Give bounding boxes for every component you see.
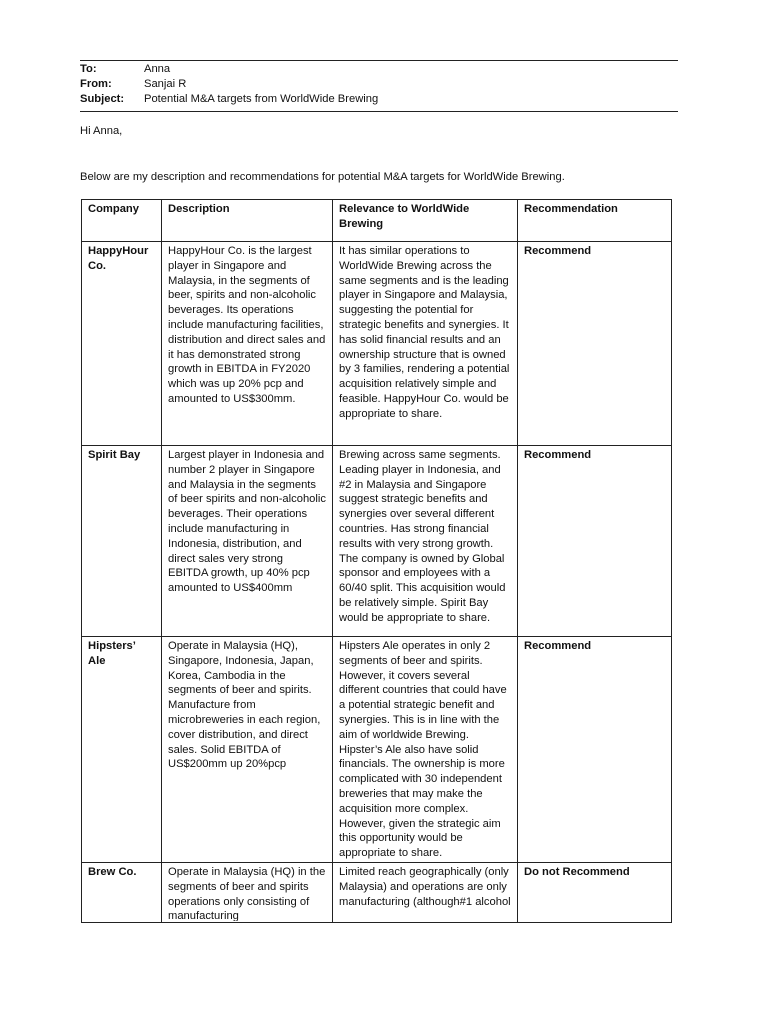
- company-cell: Spirit Bay: [82, 446, 162, 637]
- company-cell: Hipsters’ Ale: [82, 637, 162, 863]
- memo-to-row: [80, 62, 678, 77]
- recommendation-cell: Recommend: [518, 637, 672, 863]
- to-value: Anna: [144, 63, 171, 75]
- targets-table: [81, 199, 672, 923]
- table-row: [82, 242, 672, 446]
- relevance-text: Limited reach geographically (only Malaysia) and operations are only manufacturing (although#1 alcohol: [339, 865, 511, 908]
- memo-header: [80, 60, 678, 112]
- greeting: Hi Anna,: [80, 125, 123, 137]
- table-row: [82, 637, 672, 863]
- recommendation-text: Do not Recommend: [524, 865, 630, 878]
- from-value: Sanjai R: [144, 78, 187, 90]
- header-description: Description: [162, 200, 333, 242]
- description-cell: Operate in Malaysia (HQ), Singapore, Indonesia, Japan, Korea, Cambodia in the segments of beer and spirits. Manufacture from microbreweries in each region, cover distribution, and direct sales. Solid EBITDA of US$200mm up 20%pcp: [162, 637, 333, 863]
- relevance-cell: [333, 862, 518, 922]
- memo-subject-row: [80, 92, 678, 107]
- recommendation-cell: Recommend: [518, 242, 672, 446]
- subject-label: Subject:: [80, 93, 125, 105]
- header-relevance: Relevance to WorldWide Brewing: [333, 200, 518, 242]
- company-text: Brew Co.: [88, 865, 137, 878]
- table-row: [82, 862, 672, 922]
- description-cell: HappyHour Co. is the largest player in Singapore and Malaysia, in the segments of beer, spirits and non-alcoholic beverages. Its operations include manufacturing facilities, distribution and direct sales and it has demonstrated strong growth in EBITDA in FY2020 which was up 20% pcp and amounted to US$300mm.: [162, 242, 333, 446]
- header-company: Company: [82, 200, 162, 242]
- recommendation-cell: Recommend: [518, 446, 672, 637]
- recommendation-cell: [518, 862, 672, 922]
- description-cell: Largest player in Indonesia and number 2 player in Singapore and Malaysia in the segments of beer spirits and non-alcoholic beverages. Their operations include manufacturing in Indonesia, distribution, and direct sales very strong EBITDA growth, up 40% pcp amounted to US$400mm: [162, 446, 333, 637]
- relevance-cell: Brewing across same segments. Leading player in Indonesia, and #2 in Malaysia and Singapore suggest strategic benefits and synergies over several different countries. Has strong financial results with very strong growth. The company is owned by Global sponsor and employees with a 60/40 split. This acquisition would be relatively simple. Spirit Bay would be appropriate to share.: [333, 446, 518, 637]
- from-label: From:: [80, 78, 112, 90]
- relevance-cell: Hipsters Ale operates in only 2 segments of beer and spirits. However, it covers several different countries that could have a potential strategic benefit and synergies. This is in line with the aim of worldwide Brewing. Hipster’s Ale also have solid financials. The ownership is more complicated with 30 independent breweries that may make the acquisition more complex. However, given the strategic aim this opportunity would be appropriate to share.: [333, 637, 518, 863]
- description-text: Operate in Malaysia (HQ) in the segments of beer and spirits operations only consisting of manufacturing: [168, 865, 326, 921]
- header-recommendation: Recommendation: [518, 200, 672, 242]
- intro-paragraph: Below are my description and recommendations for potential M&A targets for WorldWide Brewing.: [80, 171, 565, 183]
- description-cell: [162, 862, 333, 922]
- table-row: [82, 446, 672, 637]
- subject-value: Potential M&A targets from WorldWide Brewing: [144, 93, 379, 105]
- to-label: To:: [80, 63, 97, 75]
- company-cell: HappyHour Co.: [82, 242, 162, 446]
- table-header-row: [82, 200, 672, 242]
- relevance-cell: It has similar operations to WorldWide Brewing across the same segments and is the leading player in Singapore and Malaysia, suggesting the potential for strategic benefits and synergies. It has solid financial results and an ownership structure that is owned by 3 families, rendering a potential acquisition relatively simple and feasible. HappyHour Co. would be appropriate to share.: [333, 242, 518, 446]
- memo-from-row: [80, 77, 678, 92]
- company-cell: [82, 862, 162, 922]
